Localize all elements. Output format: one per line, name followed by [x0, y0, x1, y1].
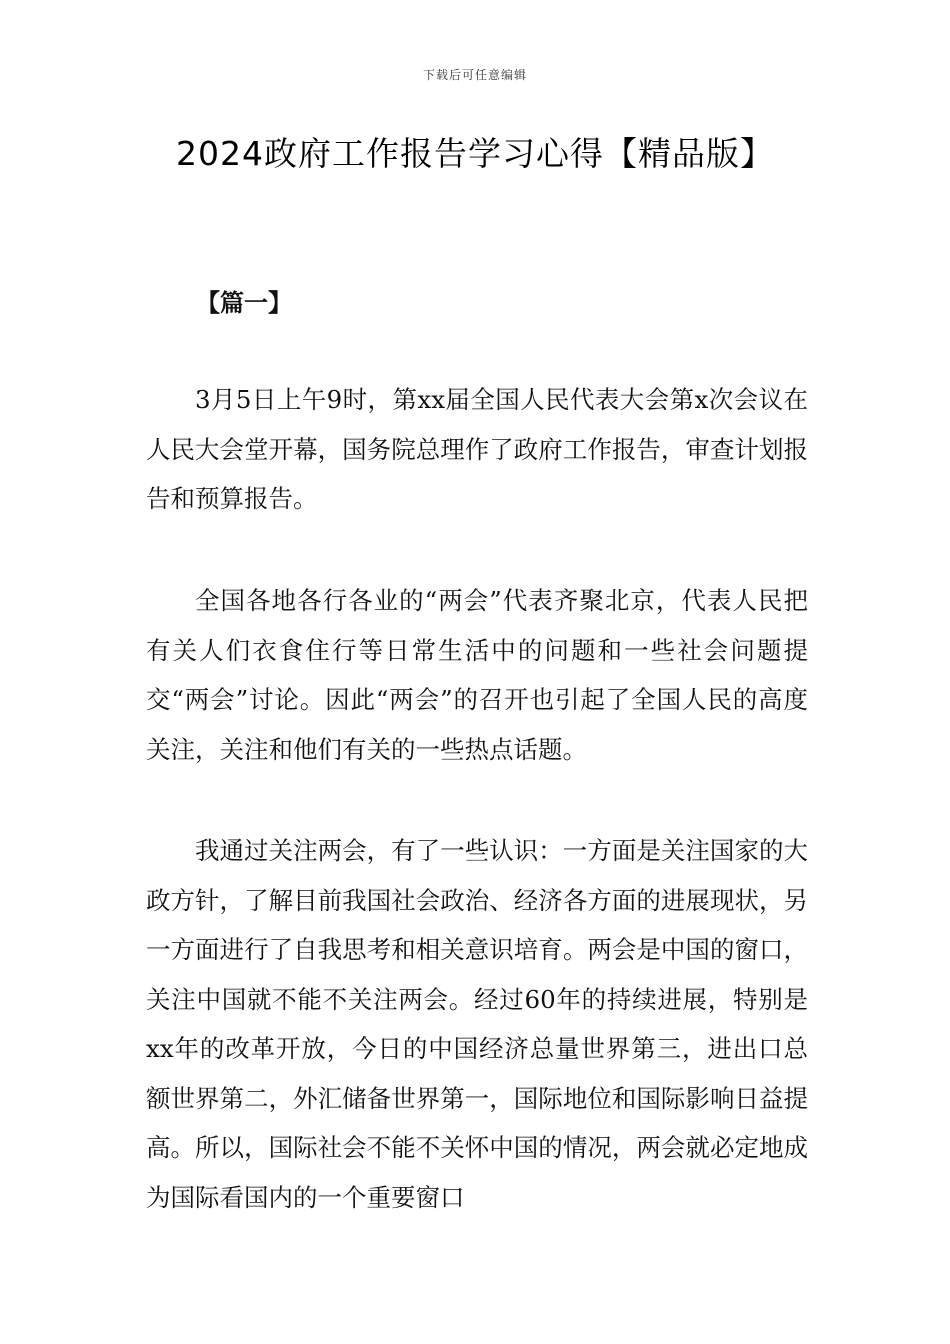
section-heading: 【篇一】 — [196, 288, 292, 317]
body-paragraph: 3月5日上午9时，第xx届全国人民代表大会第x次会议在人民大会堂开幕，国务院总理作了政府工作报告，审查计划报告和预算报告。 — [146, 385, 808, 513]
header-note: 下载后可任意编辑 — [422, 68, 527, 82]
document-title: 2024政府工作报告学习心得【精品版】 — [176, 134, 774, 173]
body-paragraph: 我通过关注两会，有了一些认识：一方面是关注国家的大政方针，了解目前我国社会政治、经济各方面的进展现状，另一方面进行了自我思考和相关意识培育。两会是中国的窗口，关注中国就不能不关注两会。经过60年的持续进展，特别是xx年的改革开放，今日的中国经济总量世界第三，进出口总额世界第二，外汇储备世界第一，国际地位和国际影响日益提高。所以，国际社会不能不关怀中国的情况，两会就必定地成为国际看国内的一个重要窗口 — [146, 836, 808, 1212]
body-paragraph: 全国各地各行各业的“两会”代表齐聚北京，代表人民把有关人们衣食住行等日常生活中的问题和一些社会问题提交“两会”讨论。因此“两会”的召开也引起了全国人民的高度关注，关注和他们有关的一些热点话题。 — [146, 586, 808, 764]
